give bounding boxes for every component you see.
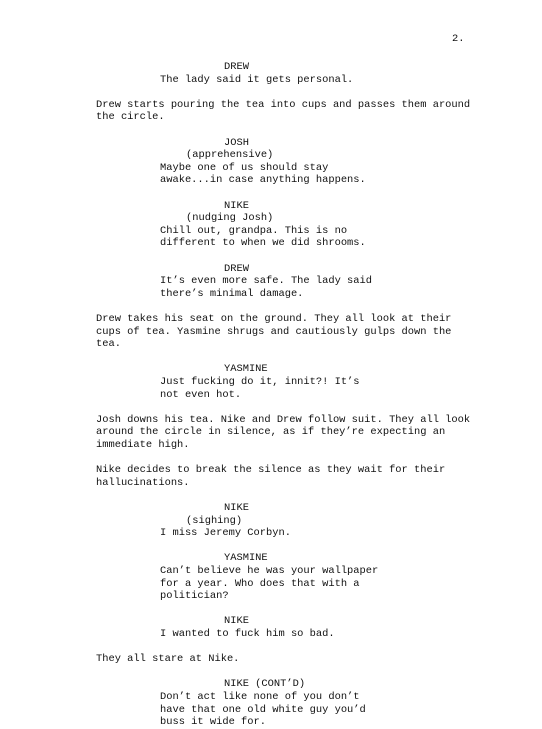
dialogue-line: I wanted to fuck him so bad. <box>160 628 335 640</box>
action-line: the circle. <box>96 111 165 124</box>
parenthetical-line: (nudging Josh) <box>186 212 274 225</box>
dialogue-line: I miss Jeremy Corbyn. <box>160 527 291 540</box>
dialogue-line: Can’t believe he was your wallpaper <box>160 565 379 577</box>
dialogue-line: different to when we did shrooms. <box>160 237 366 250</box>
character-line: YASMINE <box>224 552 268 565</box>
character-line: NIKE <box>224 502 249 514</box>
dialogue-line: It’s even more safe. The lady said <box>160 275 373 288</box>
action-line: hallucinations. <box>96 476 190 489</box>
parenthetical-line: (apprehensive) <box>186 149 274 162</box>
action-line: immediate high. <box>96 439 190 451</box>
character-line: NIKE <box>224 199 249 212</box>
action-line: Nike decides to break the silence as they wait for their <box>96 464 446 477</box>
dialogue-line: not even hot. <box>160 388 242 401</box>
dialogue-line: politician? <box>160 590 229 603</box>
dialogue-line: buss it wide for. <box>160 716 267 729</box>
dialogue-line: there’s minimal damage. <box>160 287 304 300</box>
page-number: 2. <box>452 33 465 45</box>
action-line: Drew takes his seat on the ground. They all look at their <box>96 313 452 325</box>
character-line: YASMINE <box>224 363 268 376</box>
character-line: NIKE (CONT’D) <box>224 678 306 691</box>
dialogue-line: Just fucking do it, innit?! It’s <box>160 376 360 388</box>
character-line: DREW <box>224 262 249 275</box>
action-line: They all stare at Nike. <box>96 653 240 666</box>
character-line: NIKE <box>224 615 249 628</box>
character-line: DREW <box>224 61 249 73</box>
action-line: Josh downs his tea. Nike and Drew follow suit. They all look <box>96 413 471 426</box>
dialogue-line: awake...in case anything happens. <box>160 174 366 187</box>
action-line: Drew starts pouring the tea into cups and passes them around <box>96 98 471 111</box>
character-line: JOSH <box>224 136 249 149</box>
dialogue-line: The lady said it gets personal. <box>160 73 354 86</box>
action-line: around the circle in silence, as if they’re expecting an <box>96 426 446 439</box>
dialogue-line: Don’t act like none of you don’t <box>160 691 360 703</box>
action-line: tea. <box>96 338 121 351</box>
dialogue-line: for a year. Who does that with a <box>160 577 360 590</box>
parenthetical-line: (sighing) <box>186 514 243 527</box>
dialogue-line: have that one old white guy you’d <box>160 703 366 716</box>
dialogue-line: Chill out, grandpa. This is no <box>160 224 348 237</box>
action-line: cups of tea. Yasmine shrugs and cautiously gulps down the <box>96 325 452 338</box>
dialogue-line: Maybe one of us should stay <box>160 161 329 174</box>
